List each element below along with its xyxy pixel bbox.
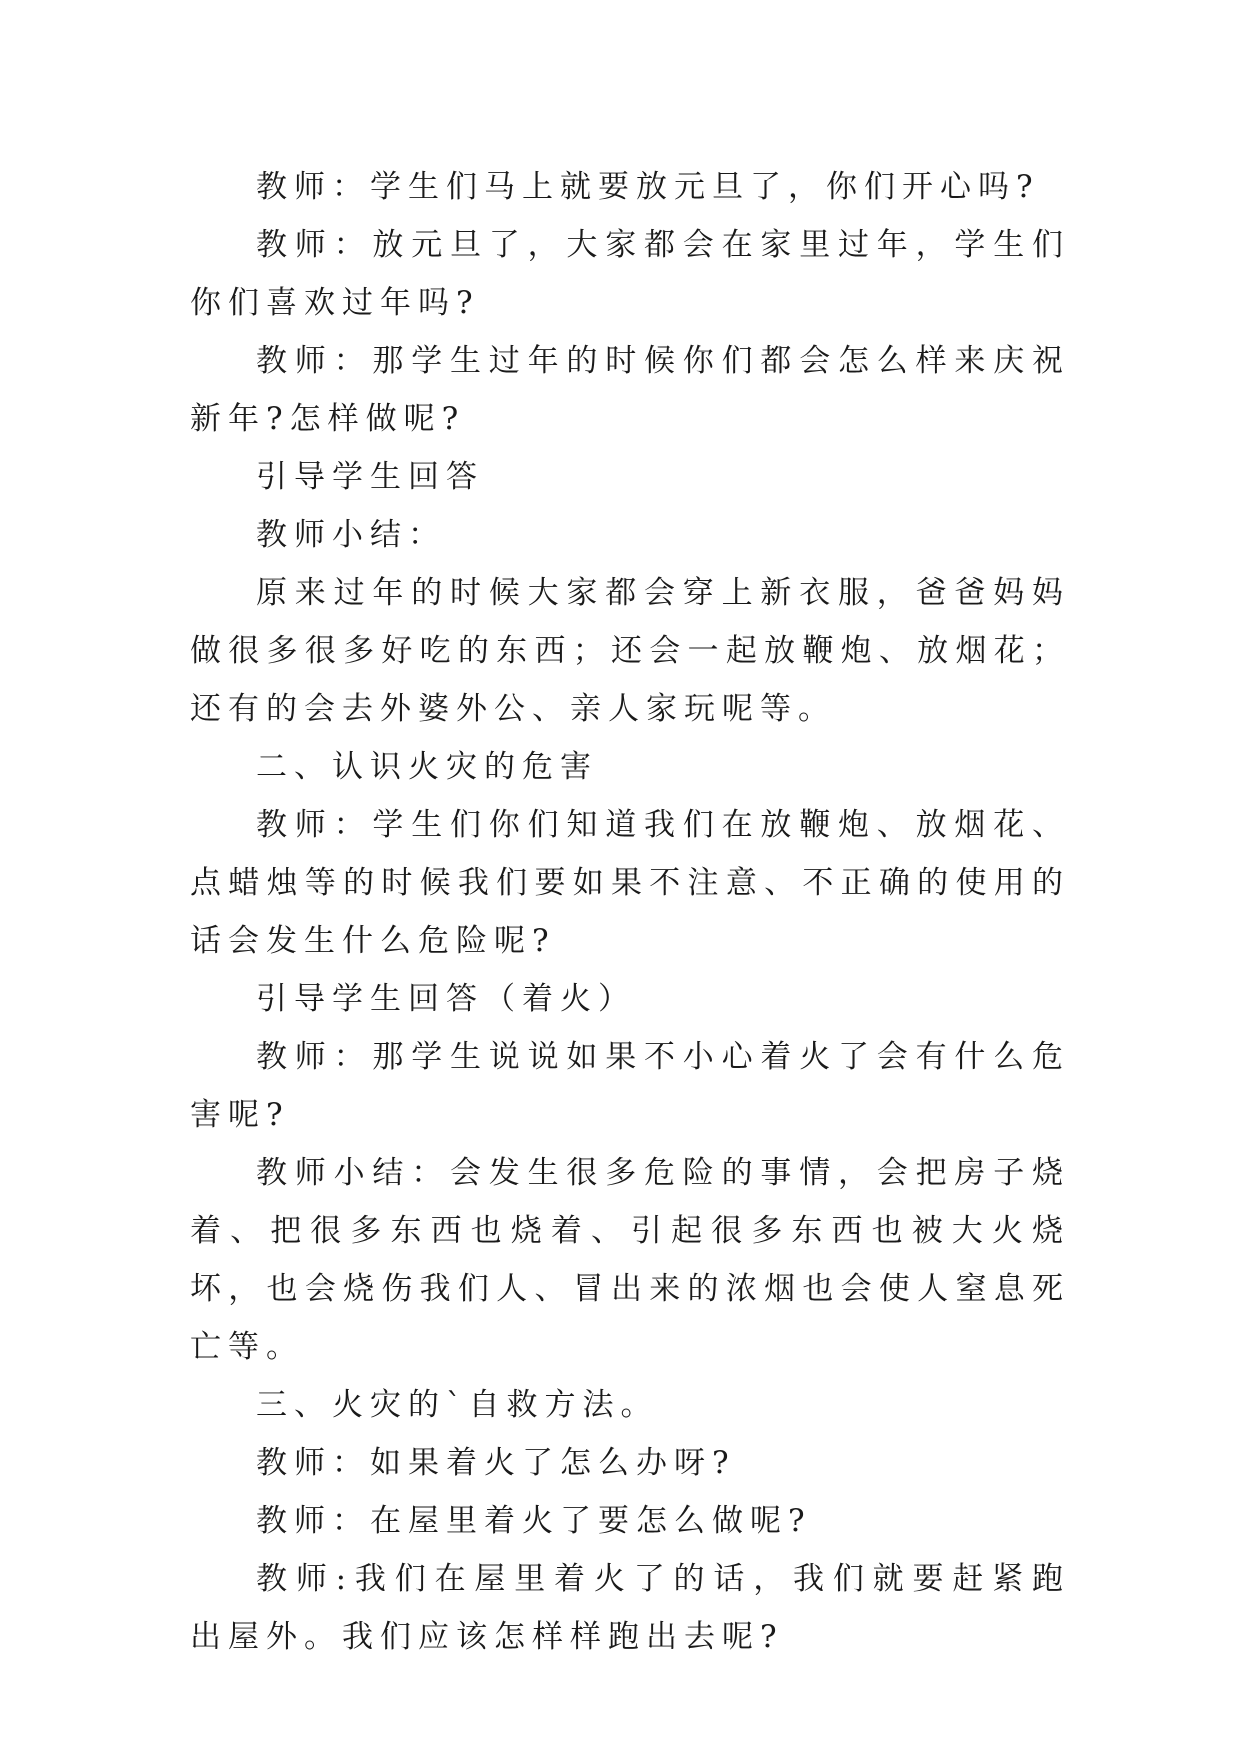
paragraph-13: 教师：如果着火了怎么办呀? [256,1445,736,1481]
paragraph-8: 教师：学生们你们知道我们在放鞭炮、放烟花、点蜡烛等的时候我们要如果不注意、不正确的使用的话会发生什么危险呢? [190,807,1070,959]
section-heading-3: 三、火灾的`自救方法。 [256,1387,659,1423]
paragraph-4: 引导学生回答 [256,459,484,495]
document-body [190,158,1070,1666]
paragraph-3: 教师：那学生过年的时候你们都会怎么样来庆祝新年?怎样做呢? [190,343,1070,437]
paragraph-2: 教师：放元旦了，大家都会在家里过年，学生们你们喜欢过年吗? [190,227,1070,321]
paragraph-10: 教师：那学生说说如果不小心着火了会有什么危害呢? [190,1039,1070,1133]
paragraph-5: 教师小结： [256,517,446,553]
paragraph-15: 教师:我们在屋里着火了的话，我们就要赶紧跑出屋外。我们应该怎样样跑出去呢? [190,1561,1070,1655]
paragraph-14: 教师：在屋里着火了要怎么做呢? [256,1503,812,1539]
paragraph-9: 引导学生回答（着火） [256,981,636,1017]
section-heading-2: 二、认识火灾的危害 [256,749,598,785]
paragraph-6: 原来过年的时候大家都会穿上新衣服，爸爸妈妈做很多很多好吃的东西；还会一起放鞭炮、放烟花；还有的会去外婆外公、亲人家玩呢等。 [190,575,1070,727]
paragraph-11: 教师小结：会发生很多危险的事情，会把房子烧着、把很多东西也烧着、引起很多东西也被大火烧坏，也会烧伤我们人、冒出来的浓烟也会使人窒息死亡等。 [190,1155,1070,1365]
paragraph-1: 教师：学生们马上就要放元旦了，你们开心吗? [256,169,1040,205]
